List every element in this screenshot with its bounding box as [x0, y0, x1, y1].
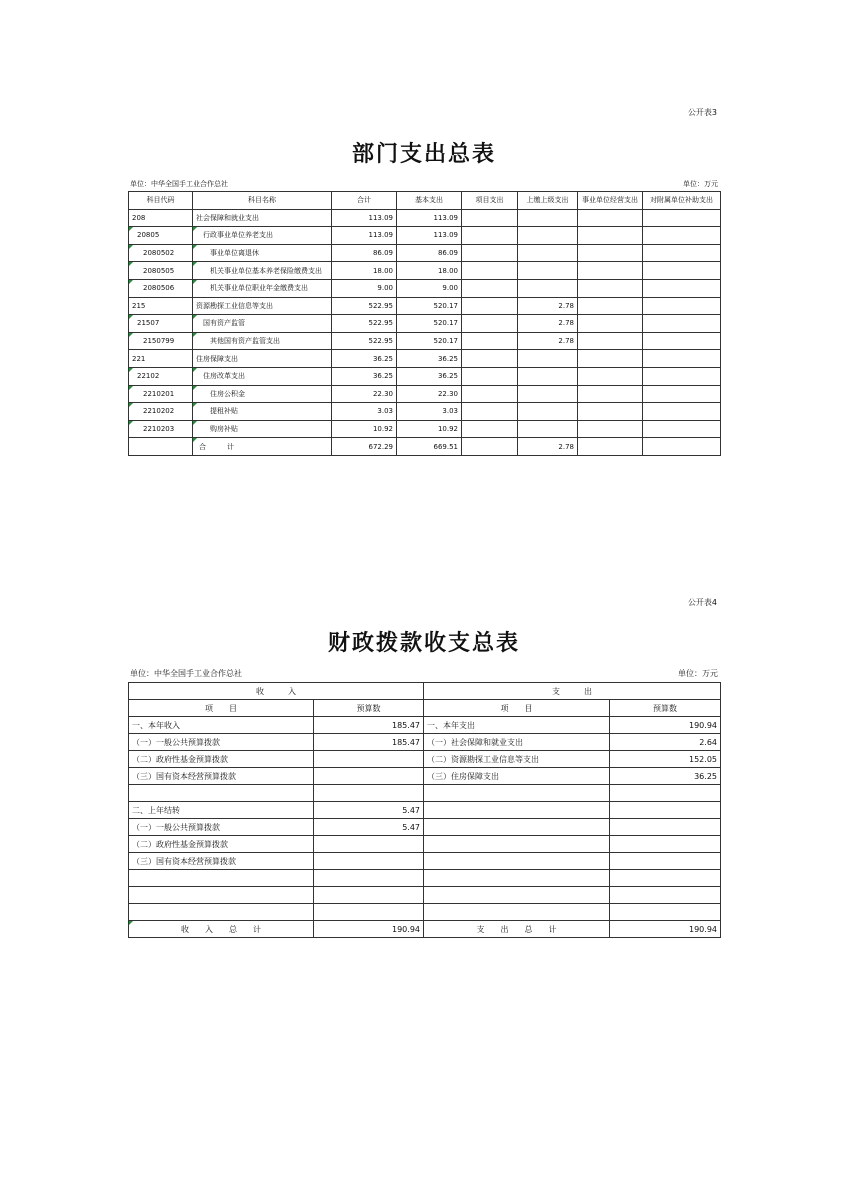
table-row [129, 836, 721, 853]
account-name-cell: 机关事业单位职业年金缴费支出 [193, 279, 332, 297]
expense-item-cell [424, 836, 610, 853]
amount-cell [578, 297, 643, 315]
amount-cell: 3.03 [397, 403, 462, 421]
table-row [129, 887, 721, 904]
income-total-amount: 190.94 [314, 921, 424, 938]
table-row [129, 209, 721, 227]
expense-item-cell: （二）资源勘探工业信息等支出 [424, 751, 610, 768]
income-amount-cell [314, 853, 424, 870]
expense-item-cell [424, 904, 610, 921]
amount-cell [462, 244, 518, 262]
income-item-cell [129, 904, 314, 921]
expense-amount-cell [610, 853, 721, 870]
expense-amount-cell: 152.05 [610, 751, 721, 768]
amount-cell [462, 227, 518, 245]
amount-cell: 2.78 [518, 315, 578, 333]
amount-cell: 36.25 [332, 367, 397, 385]
expense-item-cell [424, 802, 610, 819]
amount-cell [518, 209, 578, 227]
income-item-cell: （三）国有资本经营预算拨款 [129, 768, 314, 785]
amount-cell: 3.03 [332, 403, 397, 421]
amount-cell [643, 244, 721, 262]
expense-item-cell [424, 819, 610, 836]
total-amount-cell [578, 438, 643, 456]
amount-cell: 2.78 [518, 297, 578, 315]
unit-org-3: 单位：中华全国手工业合作总社 [130, 180, 228, 188]
fiscal-appropriation-table [128, 682, 721, 938]
income-amount-cell [314, 751, 424, 768]
account-name-cell: 资源勘探工业信息等支出 [193, 297, 332, 315]
account-name-cell: 事业单位离退休 [193, 244, 332, 262]
amount-cell [578, 227, 643, 245]
table-row [129, 244, 721, 262]
amount-cell: 9.00 [397, 279, 462, 297]
amount-cell [462, 262, 518, 280]
income-amount-cell [314, 768, 424, 785]
total-amount-cell: 672.29 [332, 438, 397, 456]
amount-cell [643, 227, 721, 245]
amount-cell [462, 279, 518, 297]
amount-cell [643, 350, 721, 368]
expense-total-amount: 190.94 [610, 921, 721, 938]
amount-cell: 520.17 [397, 315, 462, 333]
amount-cell: 522.95 [332, 297, 397, 315]
amount-cell [518, 279, 578, 297]
expense-amount-cell [610, 785, 721, 802]
amount-cell [578, 209, 643, 227]
income-amount-cell [314, 904, 424, 921]
amount-cell: 36.25 [332, 350, 397, 368]
income-item-header: 项 目 [129, 700, 314, 717]
amount-cell [578, 315, 643, 333]
expense-item-cell: （三）住房保障支出 [424, 768, 610, 785]
table-row [129, 785, 721, 802]
amount-cell: 36.25 [397, 350, 462, 368]
account-name-cell: 提租补贴 [193, 403, 332, 421]
column-header: 上缴上级支出 [518, 192, 578, 210]
account-code-cell: 2080502 [129, 244, 193, 262]
total-row [129, 438, 721, 456]
table-header-row [129, 683, 721, 700]
amount-cell: 113.09 [332, 209, 397, 227]
income-amount-cell [314, 836, 424, 853]
amount-cell [462, 350, 518, 368]
amount-cell: 18.00 [397, 262, 462, 280]
column-header: 科目代码 [129, 192, 193, 210]
income-item-cell: （三）国有资本经营预算拨款 [129, 853, 314, 870]
column-header: 基本支出 [397, 192, 462, 210]
table-subheader-row [129, 700, 721, 717]
table-row [129, 420, 721, 438]
expense-item-header: 项 目 [424, 700, 610, 717]
expense-total-label: 支 出 总 计 [424, 921, 610, 938]
amount-cell: 113.09 [332, 227, 397, 245]
amount-cell [643, 420, 721, 438]
page-title-3: 部门支出总表 [351, 141, 496, 167]
income-total-label: 收 入 总 计 [129, 921, 314, 938]
expense-item-cell [424, 887, 610, 904]
unit-currency-4: 单位：万元 [678, 669, 718, 678]
sheet-number-4: 公开表4 [687, 598, 717, 607]
amount-cell: 9.00 [332, 279, 397, 297]
account-code-cell: 20805 [129, 227, 193, 245]
account-code-cell: 208 [129, 209, 193, 227]
expense-amount-cell [610, 870, 721, 887]
total-code-cell [129, 438, 193, 456]
account-name-cell: 购房补贴 [193, 420, 332, 438]
income-amount-cell [314, 870, 424, 887]
income-item-cell: （一）一般公共预算拨款 [129, 734, 314, 751]
amount-cell [462, 332, 518, 350]
income-amount-cell: 185.47 [314, 734, 424, 751]
amount-cell [578, 244, 643, 262]
amount-cell [518, 367, 578, 385]
amount-cell: 113.09 [397, 209, 462, 227]
column-header: 科目名称 [193, 192, 332, 210]
amount-cell [578, 403, 643, 421]
amount-cell [462, 403, 518, 421]
amount-cell [578, 385, 643, 403]
column-header: 合计 [332, 192, 397, 210]
expense-header: 支 出 [424, 683, 721, 700]
amount-cell: 22.30 [332, 385, 397, 403]
table-row [129, 367, 721, 385]
account-code-cell: 2210203 [129, 420, 193, 438]
amount-cell [643, 209, 721, 227]
account-name-cell: 其他国有资产监管支出 [193, 332, 332, 350]
account-name-cell: 机关事业单位基本养老保险缴费支出 [193, 262, 332, 280]
amount-cell: 36.25 [397, 367, 462, 385]
table-header-row [129, 192, 721, 210]
amount-cell: 2.78 [518, 332, 578, 350]
income-amount-cell [314, 887, 424, 904]
expense-amount-cell [610, 802, 721, 819]
amount-cell [462, 367, 518, 385]
expense-amount-cell: 190.94 [610, 717, 721, 734]
amount-cell [643, 279, 721, 297]
table-row [129, 262, 721, 280]
amount-cell: 520.17 [397, 297, 462, 315]
amount-cell [578, 332, 643, 350]
account-name-cell: 住房改革支出 [193, 367, 332, 385]
amount-cell: 18.00 [332, 262, 397, 280]
column-header: 对附属单位补助支出 [643, 192, 721, 210]
amount-cell: 520.17 [397, 332, 462, 350]
amount-cell [462, 315, 518, 333]
department-expenditure-table [128, 191, 721, 456]
table-row [129, 717, 721, 734]
total-row [129, 921, 721, 938]
income-header: 收 入 [129, 683, 424, 700]
income-amount-cell: 5.47 [314, 802, 424, 819]
table-row [129, 802, 721, 819]
account-name-cell: 行政事业单位养老支出 [193, 227, 332, 245]
sheet-number-3: 公开表3 [687, 108, 717, 117]
table-row [129, 870, 721, 887]
table-row [129, 904, 721, 921]
account-code-cell: 2210201 [129, 385, 193, 403]
income-amount-cell: 185.47 [314, 717, 424, 734]
expense-item-cell: （一）社会保障和就业支出 [424, 734, 610, 751]
table-row [129, 315, 721, 333]
total-amount-cell [462, 438, 518, 456]
amount-cell [462, 420, 518, 438]
table-row [129, 734, 721, 751]
table-row [129, 385, 721, 403]
amount-cell: 522.95 [332, 332, 397, 350]
amount-cell: 522.95 [332, 315, 397, 333]
table-row [129, 227, 721, 245]
amount-cell [643, 385, 721, 403]
amount-cell [578, 367, 643, 385]
total-amount-cell: 669.51 [397, 438, 462, 456]
amount-cell: 10.92 [397, 420, 462, 438]
amount-cell [518, 385, 578, 403]
income-item-cell: 一、本年收入 [129, 717, 314, 734]
account-code-cell: 21507 [129, 315, 193, 333]
table-row [129, 853, 721, 870]
income-item-cell [129, 887, 314, 904]
amount-cell [518, 403, 578, 421]
income-amount-cell [314, 785, 424, 802]
amount-cell: 22.30 [397, 385, 462, 403]
amount-cell [578, 420, 643, 438]
expense-amount-cell [610, 836, 721, 853]
account-code-cell: 2080505 [129, 262, 193, 280]
expense-item-cell [424, 785, 610, 802]
account-code-cell: 2210202 [129, 403, 193, 421]
amount-cell: 86.09 [332, 244, 397, 262]
account-name-cell: 国有资产监管 [193, 315, 332, 333]
income-item-cell: （二）政府性基金预算拨款 [129, 836, 314, 853]
income-budget-header: 预算数 [314, 700, 424, 717]
expense-item-cell [424, 870, 610, 887]
amount-cell [578, 279, 643, 297]
table-row [129, 768, 721, 785]
expense-amount-cell [610, 819, 721, 836]
table-row [129, 279, 721, 297]
amount-cell [643, 262, 721, 280]
amount-cell: 10.92 [332, 420, 397, 438]
account-code-cell: 22102 [129, 367, 193, 385]
amount-cell: 86.09 [397, 244, 462, 262]
account-code-cell: 2150799 [129, 332, 193, 350]
amount-cell [643, 403, 721, 421]
page-title-4: 财政拨款收支总表 [327, 630, 520, 656]
amount-cell [518, 227, 578, 245]
amount-cell [578, 262, 643, 280]
account-name-cell: 社会保障和就业支出 [193, 209, 332, 227]
table-row [129, 332, 721, 350]
expense-amount-cell [610, 904, 721, 921]
account-code-cell: 221 [129, 350, 193, 368]
unit-currency-3: 单位：万元 [683, 180, 718, 188]
table-row [129, 350, 721, 368]
account-name-cell: 住房公积金 [193, 385, 332, 403]
expense-item-cell [424, 853, 610, 870]
amount-cell [518, 420, 578, 438]
table-row [129, 403, 721, 421]
amount-cell [643, 297, 721, 315]
table-row [129, 819, 721, 836]
column-header: 事业单位经营支出 [578, 192, 643, 210]
amount-cell [518, 350, 578, 368]
expense-amount-cell: 2.64 [610, 734, 721, 751]
income-item-cell [129, 870, 314, 887]
amount-cell [578, 350, 643, 368]
total-amount-cell: 2.78 [518, 438, 578, 456]
table-row [129, 297, 721, 315]
amount-cell [518, 262, 578, 280]
amount-cell [518, 244, 578, 262]
expense-amount-cell [610, 887, 721, 904]
account-code-cell: 2080506 [129, 279, 193, 297]
amount-cell: 113.09 [397, 227, 462, 245]
total-amount-cell [643, 438, 721, 456]
amount-cell [643, 315, 721, 333]
unit-org-4: 单位：中华全国手工业合作总社 [130, 669, 242, 678]
income-item-cell: （二）政府性基金预算拨款 [129, 751, 314, 768]
amount-cell [643, 367, 721, 385]
account-code-cell: 215 [129, 297, 193, 315]
amount-cell [462, 297, 518, 315]
expense-item-cell: 一、本年支出 [424, 717, 610, 734]
total-label: 合 计 [193, 438, 332, 456]
amount-cell [462, 209, 518, 227]
income-item-cell [129, 785, 314, 802]
income-item-cell: 二、上年结转 [129, 802, 314, 819]
expense-budget-header: 预算数 [610, 700, 721, 717]
column-header: 项目支出 [462, 192, 518, 210]
account-name-cell: 住房保障支出 [193, 350, 332, 368]
expense-amount-cell: 36.25 [610, 768, 721, 785]
amount-cell [643, 332, 721, 350]
table-row [129, 751, 721, 768]
income-amount-cell: 5.47 [314, 819, 424, 836]
amount-cell [462, 385, 518, 403]
income-item-cell: （一）一般公共预算拨款 [129, 819, 314, 836]
